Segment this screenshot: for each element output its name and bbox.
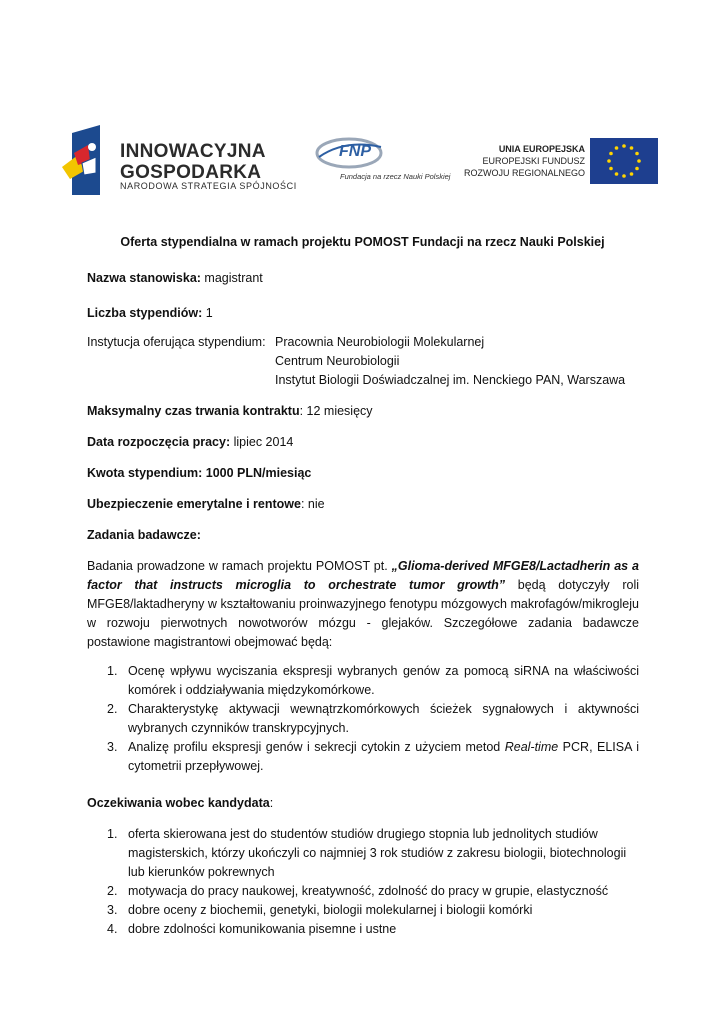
list-item — [87, 700, 639, 738]
fnp-caption: Fundacja na rzecz Nauki Polskiej — [340, 172, 451, 181]
requirements-label: Oczekiwania wobec kandydata — [87, 796, 270, 810]
eu-line1: UNIA EUROPEJSKA — [498, 144, 585, 154]
start-field — [87, 433, 293, 452]
eu-line3: ROZWOJU REGIONALNEGO — [463, 168, 585, 178]
ig-emblem-icon — [62, 125, 106, 195]
duration-label: Maksymalny czas trwania kontraktu — [87, 404, 300, 418]
list-number: 3. — [107, 903, 118, 917]
eu-flag-icon — [590, 138, 658, 184]
ig-title-line2: GOSPODARKA — [120, 162, 262, 183]
tasks-list — [87, 662, 639, 776]
eu-line2: EUROPEJSKI FUNDUSZ — [482, 156, 585, 166]
insurance-field — [87, 495, 325, 514]
list-item — [87, 920, 639, 939]
list-item — [87, 738, 639, 776]
requirements-list — [87, 825, 639, 939]
count-field — [87, 304, 213, 323]
insurance-value: : nie — [300, 497, 325, 511]
position-value: magistrant — [200, 271, 263, 285]
list-number: 2. — [107, 702, 118, 716]
list-text: dobre oceny z biochemii, genetyki, biologii molekularnej i biologii komórki — [128, 903, 533, 917]
tasks-intro — [87, 557, 639, 652]
count-label: Liczba stypendiów: — [87, 306, 203, 320]
insurance-label: Ubezpieczenie emerytalne i rentowe — [87, 497, 301, 511]
list-number: 1. — [107, 827, 118, 841]
list-item — [87, 662, 639, 700]
intro-pre: Badania prowadzone w ramach projektu POMOST pt. — [87, 559, 392, 573]
project-title: „Glioma-derived MFGE8/Lactadherin as a factor that instructs microglia to orchestrate tumor growth” — [87, 559, 639, 592]
list-text: oferta skierowana jest do studentów studiów drugiego stopnia lub jednolitych studiów magisterskich, którzy ukończyli co najmniej 3 rok studiów z zakresu biologii, biotechnologii lub kierunków pokrewnych — [128, 827, 627, 879]
institution-line: Instytut Biologii Doświadczalnej im. Nenckiego PAN, Warszawa — [275, 373, 626, 387]
requirements-heading — [87, 794, 273, 813]
count-value: 1 — [202, 306, 213, 320]
start-label: Data rozpoczęcia pracy: — [87, 435, 231, 449]
requirements-colon: : — [269, 796, 274, 810]
list-number: 2. — [107, 884, 118, 898]
duration-field — [87, 402, 373, 421]
duration-value: : 12 miesięcy — [299, 404, 373, 418]
list-text: Ocenę wpływu wyciszania ekspresji wybranych genów za pomocą siRNA na właściwości komórek i oddziaływania międzykomórkowe. — [128, 664, 639, 697]
institution-label: Instytucja oferująca stypendium: — [87, 335, 266, 349]
list-number: 4. — [107, 922, 118, 936]
document-title: Oferta stypendialna w ramach projektu POMOST Fundacji na rzecz Nauki Polskiej — [120, 235, 605, 249]
fnp-logo — [315, 135, 460, 185]
list-text: motywacja do pracy naukowej, kreatywność, zdolność do pracy w grupie, elastyczność — [128, 884, 609, 898]
list-number: 3. — [107, 740, 118, 754]
list-item — [87, 882, 639, 901]
eu-text — [460, 143, 585, 179]
institution-line: Centrum Neurobiologii — [275, 354, 400, 368]
list-item — [87, 825, 639, 882]
innowacyjna-gospodarka-logo — [62, 125, 302, 195]
position-field — [87, 269, 263, 288]
amount-field: Kwota stypendium: 1000 PLN/miesiąc — [87, 466, 312, 480]
list-text: Charakterystykę aktywacji wewnątrzkomórkowych ścieżek sygnałowych i aktywności wybranych czynników transkrypcyjnych. — [128, 702, 639, 735]
fnp-letters: FNP — [339, 143, 371, 160]
position-label: Nazwa stanowiska: — [87, 271, 201, 285]
start-value: lipiec 2014 — [230, 435, 294, 449]
tasks-heading: Zadania badawcze: — [87, 528, 201, 542]
institution-lines — [275, 333, 625, 390]
ig-subtitle: NARODOWA STRATEGIA SPÓJNOŚCI — [120, 181, 297, 191]
list-text-post: PCR, ELISA i cytometrii przepływowej. — [128, 740, 639, 773]
list-item — [87, 901, 639, 920]
list-text-pre: Analizę profilu ekspresji genów i sekrecji cytokin z użyciem metod — [128, 740, 505, 754]
list-text: dobre zdolności komunikowania pisemne i ustne — [128, 922, 397, 936]
intro-post: będą dotyczyły roli MFGE8/laktadheryny w kształtowaniu proinwazyjnego fenotypu mózgowych makrofagów/mikrogleju w rozwoju pierwotnych nowotworów mózgu - glejaków. Szczegółowe zadania badawcze postawione magistrantowi obejmować będą: — [87, 578, 639, 649]
list-text-em: Real-time — [504, 740, 559, 754]
list-number: 1. — [107, 664, 118, 678]
ig-title-line1: INNOWACYJNA — [120, 141, 266, 162]
institution-line: Pracownia Neurobiologii Molekularnej — [275, 335, 485, 349]
